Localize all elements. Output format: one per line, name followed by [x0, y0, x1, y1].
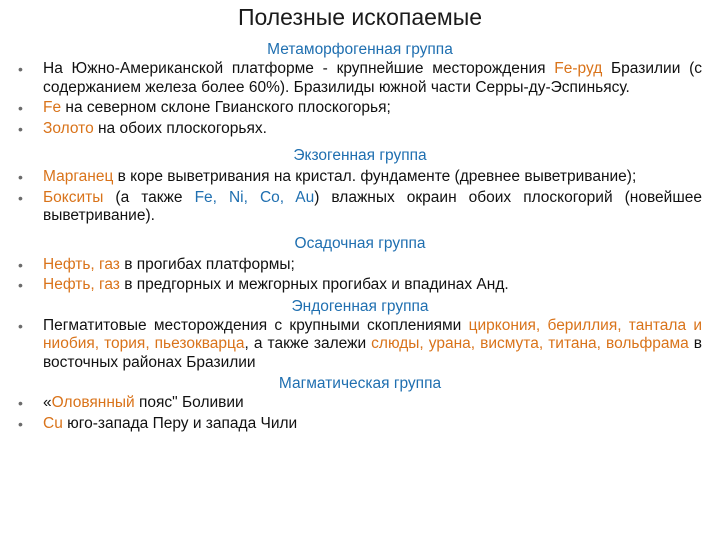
item-text: « — [43, 394, 52, 411]
list-magmatic — [18, 394, 702, 433]
list-item — [18, 60, 702, 97]
list-exogenic — [18, 168, 702, 226]
list-item — [18, 415, 702, 434]
highlight-mineral: Оловянный — [51, 394, 135, 411]
list-endogenic — [18, 317, 702, 373]
list-sedimentary — [18, 256, 702, 295]
item-text: (а также — [103, 188, 195, 206]
highlight-element: Ni, — [228, 188, 248, 206]
item-text: на обоих плоскогорьях. — [93, 119, 267, 137]
highlight-mineral: Нефть, газ — [43, 276, 120, 293]
content-area — [18, 40, 702, 435]
item-text — [217, 189, 229, 206]
bullet-icon: • — [18, 277, 23, 293]
item-text: ) влажных окраин обоих плоскогорий (новейшее выветривание). — [43, 188, 702, 224]
bullet-icon: • — [18, 100, 23, 116]
list-item — [18, 317, 702, 373]
bullet-icon: • — [18, 189, 23, 206]
page-title: Полезные ископаемые — [237, 4, 483, 30]
item-text: в предгорных и межгорных прогибах и впадинах Анд. — [119, 276, 509, 293]
group-heading-sedimentary: Осадочная группа — [294, 234, 426, 252]
item-text: Пегматитовые месторождения с крупными скоплениями — [43, 316, 469, 334]
item-text: в восточных районах Бразилии — [43, 335, 703, 371]
item-text: юго-запада Перу и запада Чили — [62, 414, 298, 432]
highlight-mineral: Cu — [43, 414, 63, 432]
group-heading-exogenic: Экзогенная группа — [293, 147, 427, 164]
highlight-mineral: Бокситы — [43, 188, 104, 206]
highlight-element: Fe, — [194, 188, 217, 206]
item-text: в коре выветривания на кристал. фундаменте (древнее выветривание); — [113, 168, 637, 185]
item-text: в прогибах платформы; — [119, 255, 295, 273]
highlight-mineral: Золото — [43, 119, 94, 137]
highlight-mineral: слюды, урана, висмута, титана, вольфрама — [371, 335, 689, 352]
highlight-mineral: Fe-руд — [554, 60, 603, 77]
bullet-icon: • — [18, 169, 23, 185]
bullet-icon: • — [18, 395, 23, 411]
item-text: на северном склоне Гвианского плоскогорья; — [61, 99, 391, 116]
highlight-mineral: Fe — [43, 99, 62, 116]
group-heading-endogenic: Эндогенная группа — [291, 297, 429, 315]
bullet-icon: • — [18, 120, 23, 137]
item-text — [248, 189, 260, 206]
item-text: Бразилии (с содержанием железа более 60%). Бразилиды южной части Серры-ду-Эспиньясу. — [43, 60, 703, 96]
group-heading-magmatic: Магматическая группа — [278, 375, 442, 392]
bullet-icon: • — [18, 317, 23, 334]
item-text: , а также залежи — [244, 335, 372, 352]
highlight-mineral: Марганец — [43, 168, 114, 185]
item-text: На Южно-Американской платформе - крупнейшие месторождения — [43, 60, 555, 77]
list-metamorphogenic — [18, 60, 702, 138]
list-item — [18, 99, 702, 118]
list-item — [18, 256, 702, 275]
highlight-element: Au — [295, 188, 315, 206]
highlight-mineral: циркония, бериллия, тантала и ниобия, тория, пьезокварца — [43, 316, 702, 352]
highlight-element: Co, — [259, 188, 285, 206]
item-text: пояс" Боливии — [134, 394, 244, 411]
highlight-mineral: Нефть, газ — [43, 255, 120, 273]
bullet-icon: • — [18, 415, 23, 432]
bullet-icon: • — [18, 61, 23, 77]
item-text — [284, 189, 295, 206]
bullet-icon: • — [18, 256, 23, 273]
list-item — [18, 276, 702, 295]
list-item — [18, 394, 702, 413]
list-item — [18, 189, 702, 226]
list-item — [18, 168, 702, 187]
list-item — [18, 120, 702, 139]
group-heading-metamorphogenic: Метаморфогенная группа — [267, 41, 453, 58]
